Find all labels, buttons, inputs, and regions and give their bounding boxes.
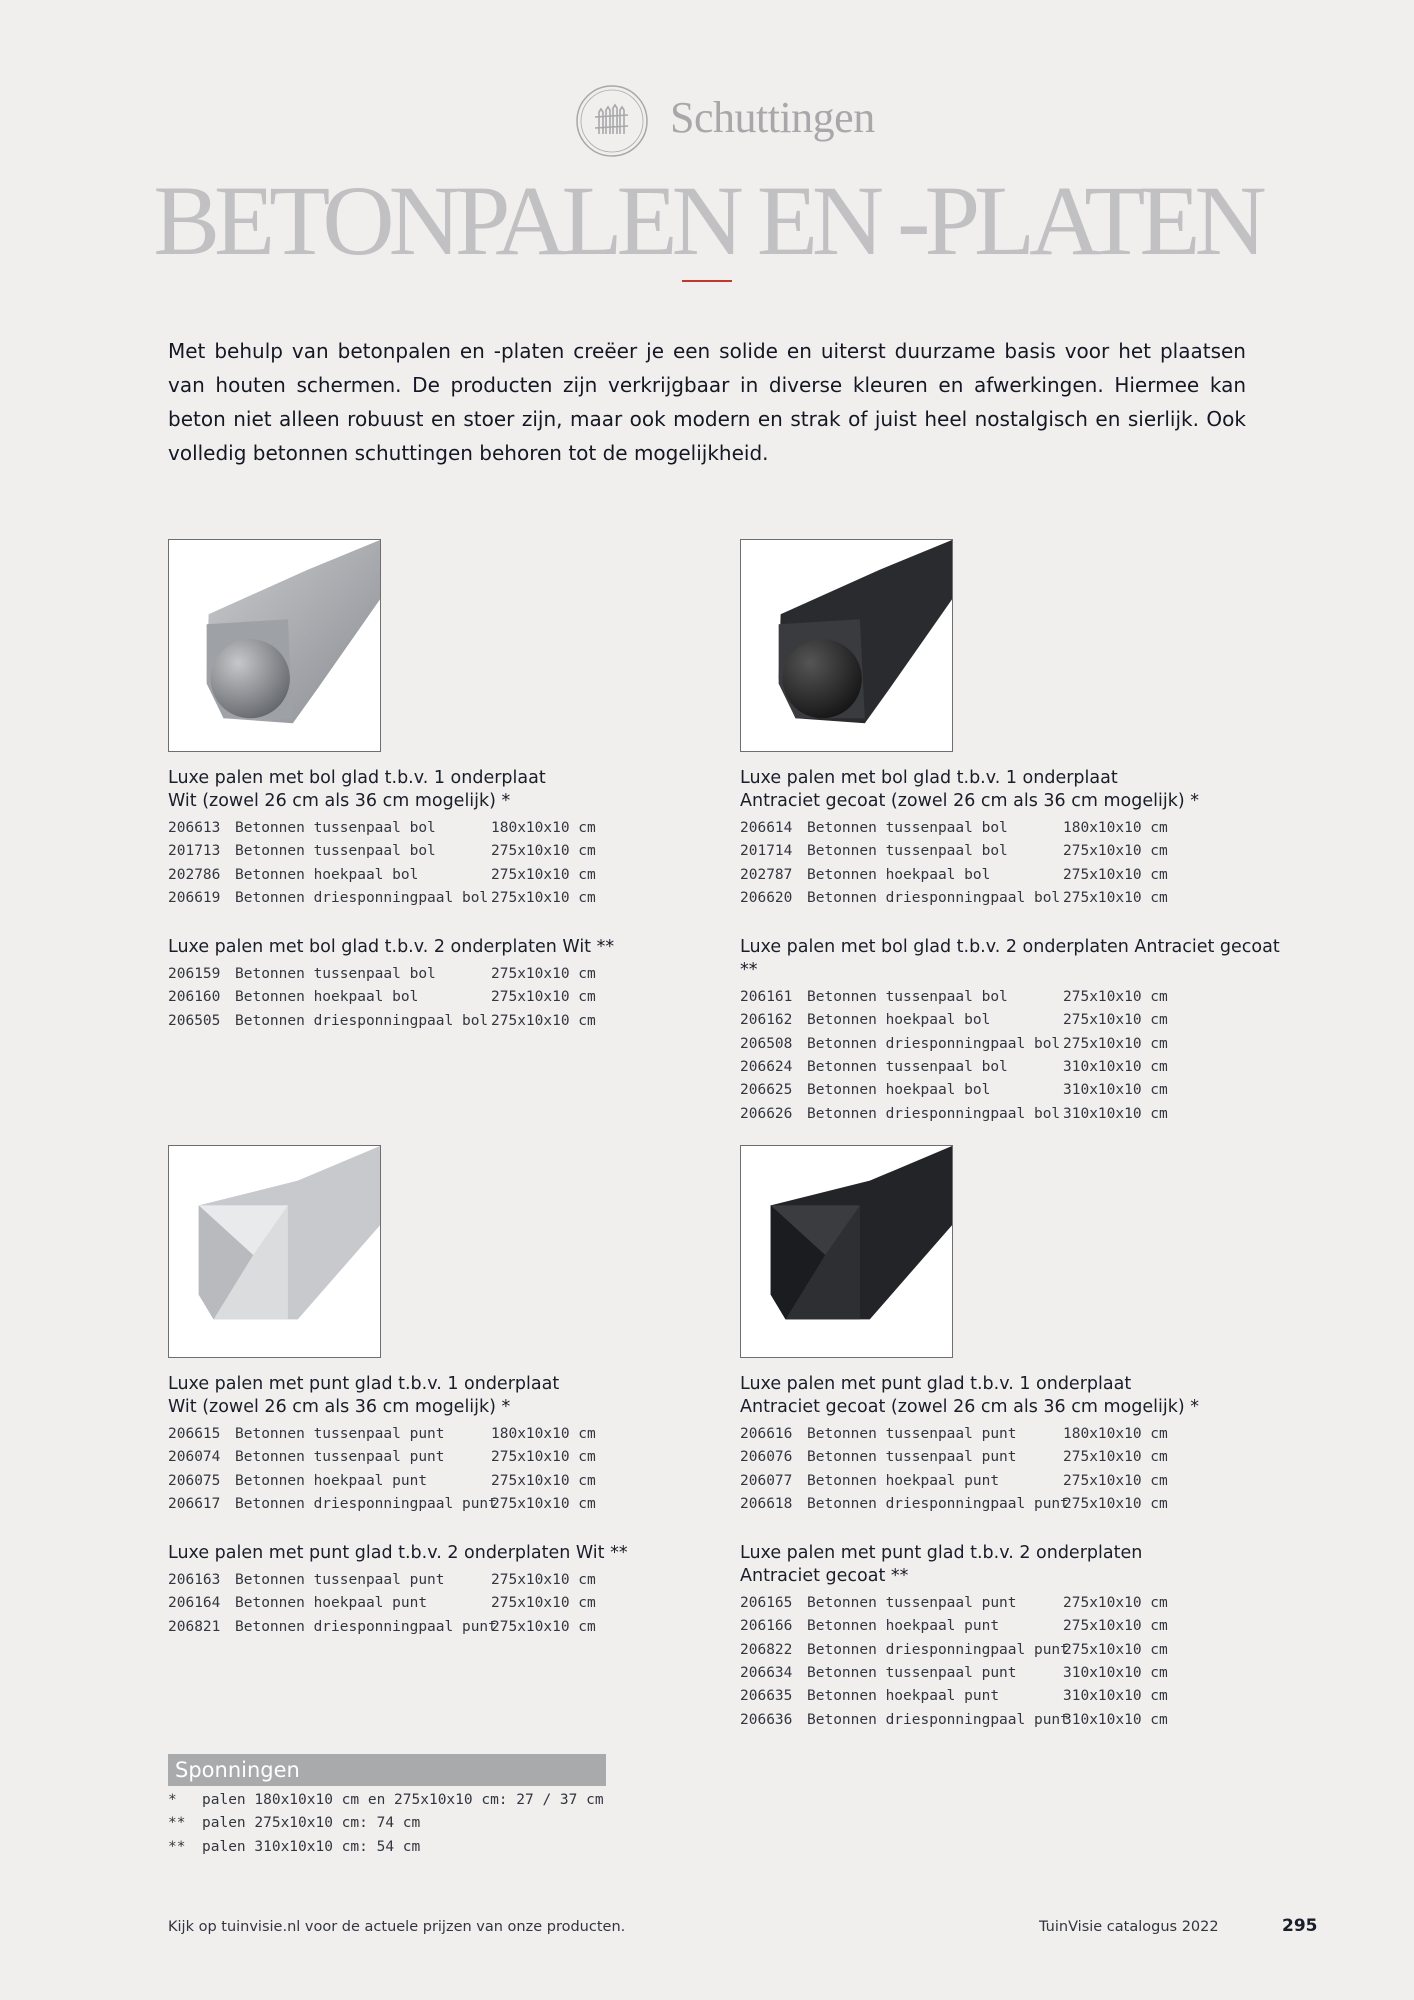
- product-group: [740, 1542, 1300, 1732]
- product-code: 206634: [740, 1665, 793, 1682]
- product-code: 206166: [740, 1618, 793, 1635]
- product-size: 275x10x10 cm: [1063, 1495, 1168, 1512]
- product-description: Betonnen driesponningpaal bol: [235, 889, 489, 906]
- product-description: Betonnen tussenpaal bol: [807, 843, 1008, 860]
- product-size: 275x10x10 cm: [1063, 1449, 1168, 1466]
- product-code: 206075: [168, 1472, 221, 1489]
- product-row: [740, 864, 1300, 887]
- group-title: Luxe palen met punt glad t.b.v. 2 onderplaten Antraciet gecoat **: [740, 1543, 1143, 1587]
- product-description: Betonnen hoekpaal bol: [235, 989, 419, 1006]
- product-row: [740, 1662, 1300, 1685]
- product-code: 206163: [168, 1572, 221, 1589]
- product-code: 206074: [168, 1449, 221, 1466]
- white-point-post-photo: [168, 1145, 381, 1358]
- product-size: 275x10x10 cm: [491, 1618, 596, 1635]
- product-size: 275x10x10 cm: [1063, 889, 1168, 906]
- product-row: [168, 864, 728, 887]
- sponningen-row: [168, 1789, 604, 1812]
- product-code: 206160: [168, 989, 221, 1006]
- product-description: Betonnen tussenpaal punt: [235, 1572, 445, 1589]
- product-description: Betonnen driesponningpaal punt: [235, 1495, 497, 1512]
- sponningen-row: [168, 1836, 604, 1859]
- group-title: Luxe palen met punt glad t.b.v. 2 onderplaten Wit **: [168, 1543, 628, 1564]
- product-description: Betonnen driesponningpaal bol: [807, 1035, 1061, 1052]
- product-row: [168, 1446, 728, 1469]
- product-row: [168, 1010, 728, 1033]
- product-description: Betonnen tussenpaal bol: [807, 1059, 1008, 1076]
- product-size: 310x10x10 cm: [1063, 1711, 1168, 1728]
- product-size: 310x10x10 cm: [1063, 1059, 1168, 1076]
- product-description: Betonnen tussenpaal punt: [235, 1426, 445, 1442]
- product-row: [740, 1103, 1300, 1126]
- product-size: 180x10x10 cm: [1063, 820, 1168, 836]
- product-row: [740, 1033, 1300, 1056]
- product-row: [740, 1685, 1300, 1708]
- product-size: 275x10x10 cm: [491, 1495, 596, 1512]
- product-description: Betonnen hoekpaal bol: [235, 866, 419, 883]
- footer-note: Kijk op tuinvisie.nl voor de actuele prijzen van onze producten.: [168, 1919, 626, 1935]
- anthracite-point-post-photo: [740, 1145, 953, 1358]
- product-row: [740, 1079, 1300, 1102]
- product-size: 275x10x10 cm: [491, 1472, 596, 1489]
- group-title: Luxe palen met bol glad t.b.v. 1 onderplaat Antraciet gecoat (zowel 26 cm als 36 cm mogelijk) *: [740, 768, 1199, 811]
- product-row: [740, 1709, 1300, 1732]
- product-code: 206626: [740, 1105, 793, 1122]
- title-divider: [682, 280, 732, 282]
- product-row: [740, 1592, 1300, 1615]
- product-description: Betonnen tussenpaal bol: [807, 820, 1008, 836]
- product-row: [168, 1493, 728, 1516]
- product-row: [740, 1493, 1300, 1516]
- product-row: [740, 1056, 1300, 1079]
- product-code: 201714: [740, 843, 793, 860]
- sponningen-row: [168, 1812, 604, 1835]
- product-description: Betonnen tussenpaal bol: [235, 843, 436, 860]
- product-size: 310x10x10 cm: [1063, 1105, 1168, 1122]
- section-white-point: [168, 1373, 728, 1665]
- product-description: Betonnen driesponningpaal punt: [807, 1641, 1069, 1658]
- product-size: 275x10x10 cm: [491, 889, 596, 906]
- product-group: [740, 1373, 1300, 1516]
- page-number: 295: [1282, 1916, 1318, 1936]
- product-size: 180x10x10 cm: [491, 1426, 596, 1442]
- product-size: 275x10x10 cm: [491, 1012, 596, 1029]
- product-row: [168, 963, 728, 986]
- product-description: Betonnen driesponningpaal bol: [807, 889, 1061, 906]
- product-row: [740, 887, 1300, 910]
- product-description: Betonnen driesponningpaal bol: [807, 1105, 1061, 1122]
- product-description: Betonnen driesponningpaal bol: [235, 1012, 489, 1029]
- product-row: [168, 887, 728, 910]
- fence-logo-icon: [575, 84, 649, 158]
- product-description: Betonnen hoekpaal punt: [807, 1618, 1000, 1635]
- category-label: Schuttingen: [670, 93, 875, 142]
- product-row: [740, 817, 1300, 840]
- product-code: 206635: [740, 1688, 793, 1705]
- product-code: 206505: [168, 1012, 221, 1029]
- product-description: Betonnen tussenpaal bol: [235, 966, 436, 983]
- product-description: Betonnen tussenpaal punt: [807, 1595, 1017, 1612]
- product-row: [168, 817, 728, 840]
- product-group: [740, 936, 1300, 1126]
- product-code: 206162: [740, 1012, 793, 1029]
- product-code: 206619: [168, 889, 221, 906]
- product-group: [168, 936, 728, 1033]
- product-description: Betonnen tussenpaal punt: [235, 1449, 445, 1466]
- white-ball-post-photo: [168, 539, 381, 752]
- product-row: [740, 1639, 1300, 1662]
- product-size: 310x10x10 cm: [1063, 1082, 1168, 1099]
- product-size: 180x10x10 cm: [491, 820, 596, 836]
- product-description: Betonnen hoekpaal bol: [807, 1012, 991, 1029]
- product-size: 275x10x10 cm: [1063, 1472, 1168, 1489]
- product-description: Betonnen tussenpaal bol: [235, 820, 436, 836]
- product-description: Betonnen hoekpaal bol: [807, 866, 991, 883]
- intro-paragraph: Met behulp van betonpalen en -platen creëer je een solide en uiterst duurzame basis voor het plaatsen van houten schermen. De producten zijn verkrijgbaar in diverse kleuren en afwerkingen. Hiermee kan beton niet alleen robuust en stoer zijn, maar ook modern en strak of juist heel nostalgisch en sierlijk. Ook volledig betonnen schuttingen behoren tot de mogelijkheid.: [168, 339, 1246, 465]
- product-code: 206617: [168, 1495, 221, 1512]
- product-code: 206614: [740, 820, 793, 836]
- group-title: Luxe palen met punt glad t.b.v. 1 onderplaat Wit (zowel 26 cm als 36 cm mogelijk) *: [168, 1374, 560, 1417]
- product-description: Betonnen hoekpaal bol: [807, 1082, 991, 1099]
- product-size: 275x10x10 cm: [1063, 866, 1168, 883]
- group-title: Luxe palen met bol glad t.b.v. 2 onderplaten Antraciet gecoat **: [740, 937, 1280, 981]
- product-group: [168, 1373, 728, 1516]
- product-description: Betonnen tussenpaal punt: [807, 1426, 1017, 1442]
- product-group: [740, 767, 1300, 910]
- footnote-text: palen 180x10x10 cm en 275x10x10 cm: 27 / 37 cm: [202, 1792, 604, 1808]
- product-code: 206508: [740, 1035, 793, 1052]
- product-description: Betonnen hoekpaal punt: [807, 1688, 1000, 1705]
- product-code: 206615: [168, 1426, 221, 1442]
- product-size: 275x10x10 cm: [1063, 1618, 1168, 1635]
- product-row: [740, 1615, 1300, 1638]
- product-code: 206618: [740, 1495, 793, 1512]
- sponningen-heading: Sponningen: [168, 1754, 606, 1786]
- product-size: 275x10x10 cm: [1063, 1641, 1168, 1658]
- product-size: 180x10x10 cm: [1063, 1426, 1168, 1442]
- product-row: [168, 1470, 728, 1493]
- product-description: Betonnen tussenpaal bol: [807, 989, 1008, 1006]
- product-description: Betonnen driesponningpaal punt: [807, 1495, 1069, 1512]
- product-row: [168, 986, 728, 1009]
- product-size: 275x10x10 cm: [491, 1595, 596, 1612]
- product-code: 206620: [740, 889, 793, 906]
- product-code: 206159: [168, 966, 221, 983]
- product-code: 206625: [740, 1082, 793, 1099]
- product-size: 275x10x10 cm: [1063, 1035, 1168, 1052]
- product-size: 275x10x10 cm: [491, 866, 596, 883]
- product-row: [740, 1470, 1300, 1493]
- page-title: BETONPALEN EN -PLATEN: [153, 165, 1261, 276]
- product-group: [168, 767, 728, 910]
- sponningen-list: [168, 1789, 604, 1859]
- product-code: 206165: [740, 1595, 793, 1612]
- product-code: 206821: [168, 1618, 221, 1635]
- section-anthracite-ball: [740, 767, 1300, 1152]
- product-description: Betonnen driesponningpaal punt: [807, 1711, 1069, 1728]
- product-group: [168, 1542, 728, 1639]
- product-row: [168, 1616, 728, 1639]
- product-size: 275x10x10 cm: [1063, 843, 1168, 860]
- product-code: 206164: [168, 1595, 221, 1612]
- product-code: 202786: [168, 866, 221, 883]
- footnote-mark: **: [168, 1815, 186, 1832]
- group-title: Luxe palen met bol glad t.b.v. 1 onderplaat Wit (zowel 26 cm als 36 cm mogelijk) *: [168, 768, 546, 811]
- product-code: 206624: [740, 1059, 793, 1076]
- product-description: Betonnen hoekpaal punt: [807, 1472, 1000, 1489]
- product-code: 206077: [740, 1472, 793, 1489]
- footnote-text: palen 275x10x10 cm: 74 cm: [202, 1815, 421, 1832]
- product-size: 275x10x10 cm: [491, 843, 596, 860]
- section-anthracite-point: [740, 1373, 1300, 1758]
- product-size: 275x10x10 cm: [491, 1572, 596, 1589]
- product-code: 202787: [740, 866, 793, 883]
- product-size: 275x10x10 cm: [491, 989, 596, 1006]
- footnote-text: palen 310x10x10 cm: 54 cm: [202, 1838, 421, 1855]
- product-size: 275x10x10 cm: [1063, 1595, 1168, 1612]
- footnote-mark: *: [168, 1792, 177, 1808]
- footer-catalog: TuinVisie catalogus 2022: [1039, 1919, 1219, 1935]
- product-description: Betonnen hoekpaal punt: [235, 1472, 428, 1489]
- product-row: [740, 986, 1300, 1009]
- product-row: [168, 1592, 728, 1615]
- product-code: 206076: [740, 1449, 793, 1466]
- product-size: 275x10x10 cm: [1063, 1012, 1168, 1029]
- section-white-ball: [168, 767, 728, 1059]
- anthracite-ball-post-photo: [740, 539, 953, 752]
- footnote-mark: **: [168, 1838, 186, 1855]
- product-code: 206636: [740, 1711, 793, 1728]
- product-code: 206616: [740, 1426, 793, 1442]
- product-size: 310x10x10 cm: [1063, 1688, 1168, 1705]
- product-code: 201713: [168, 843, 221, 860]
- product-row: [168, 1423, 728, 1446]
- product-description: Betonnen hoekpaal punt: [235, 1595, 428, 1612]
- product-row: [740, 1446, 1300, 1469]
- product-size: 275x10x10 cm: [491, 966, 596, 983]
- product-size: 275x10x10 cm: [491, 1449, 596, 1466]
- product-code: 206613: [168, 820, 221, 836]
- group-title: Luxe palen met bol glad t.b.v. 2 onderplaten Wit **: [168, 937, 615, 958]
- product-row: [168, 840, 728, 863]
- product-description: Betonnen tussenpaal punt: [807, 1449, 1017, 1466]
- product-description: Betonnen tussenpaal punt: [807, 1665, 1017, 1682]
- product-size: 310x10x10 cm: [1063, 1665, 1168, 1682]
- product-description: Betonnen driesponningpaal punt: [235, 1618, 497, 1635]
- product-row: [740, 1009, 1300, 1032]
- product-code: 206161: [740, 989, 793, 1006]
- product-row: [168, 1569, 728, 1592]
- product-row: [740, 1423, 1300, 1446]
- product-code: 206822: [740, 1641, 793, 1658]
- product-size: 275x10x10 cm: [1063, 989, 1168, 1006]
- group-title: Luxe palen met punt glad t.b.v. 1 onderplaat Antraciet gecoat (zowel 26 cm als 36 cm mogelijk) *: [740, 1374, 1199, 1417]
- product-row: [740, 840, 1300, 863]
